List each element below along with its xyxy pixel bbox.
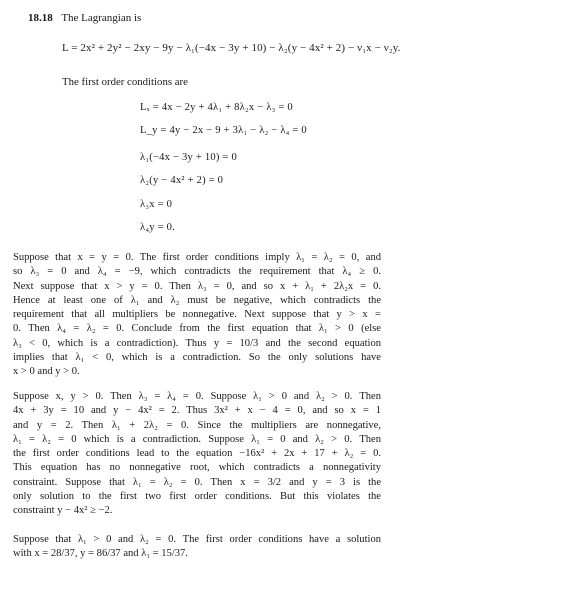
paragraph-line: so λ₃ = 0 and λ₄ = −9, which contradicts the requirement that λ₄ ≥ 0. [13, 266, 381, 278]
paragraph-line: requirement that all multipliers be nonnegative. Next suppose that y > x = [13, 309, 381, 321]
paragraph-case-interior [13, 390, 381, 519]
paragraph-line: Suppose that λ₁ > 0 and λ₂ = 0. The first order conditions have a solution [13, 534, 381, 545]
equation-complementary-slackness-1: λ₁(−4x − 3y + 10) = 0 [140, 152, 237, 163]
equation-ly: L_y = 4y − 2x − 9 + 3λ₁ − λ₂ − λ₄ = 0 [140, 125, 307, 136]
paragraph-line: λ₁ = λ₂ = 0 which is a contradiction. Suppose λ₁ = 0 and λ₂ > 0. Then [13, 433, 381, 445]
paragraph-line: Suppose that x = y = 0. The first order conditions imply λ₁ = λ₂ = 0, and [13, 252, 381, 263]
paragraph-line: λ₃ < 0, which is a contradiction). Thus y = 10/3 and the second equation [13, 337, 381, 349]
paragraph-line: Next suppose that x > y = 0. Then λ₃ = 0, and so x + λ₁ + 2λ₂x = 0. [13, 280, 381, 292]
paragraph-line: constraint y − 4x² ≥ −2. [13, 505, 113, 517]
lagrangian-equation: L = 2x² + 2y² − 2xy − 9y − λ₁(−4x − 3y + 10) − λ₂(y − 4x² + 2) − ν₁x − ν₂y. [62, 42, 401, 54]
paragraph-line: implies that λ₁ < 0, which is a contradiction. So the only solutions have [13, 352, 381, 364]
paragraph-line: with x = 28/37, y = 86/37 and λ₁ = 15/37. [13, 548, 188, 560]
paragraph-line: the first order conditions lead to the equation −16x² + 2x + 17 + λ₂ = 0. [13, 448, 381, 460]
equation-lambda3-x: λ₃x = 0 [140, 199, 173, 210]
paragraph-line: 4x + 3y = 10 and y − 4x² = 2. Thus 3x² + x − 4 = 0, and so x = 1 [13, 405, 381, 417]
paragraph-line: constraint. Suppose that λ₁ = λ₂ = 0. Then x = 3/2 and y = 3 is the [13, 476, 381, 488]
paragraph-line: Suppose x, y > 0. Then λ₃ = λ₄ = 0. Suppose λ₁ > 0 and λ₂ > 0. Then [13, 391, 381, 402]
problem-heading [28, 11, 141, 25]
paragraph-line: Hence at least one of λ₁ and λ₂ must be negative, which contradicts the [13, 294, 381, 306]
equation-complementary-slackness-2: λ₂(y − 4x² + 2) = 0 [140, 175, 224, 186]
paragraph-line: only solution to the first two first order conditions. But this violates the [13, 491, 381, 503]
equation-lx: Lₓ = 4x − 2y + 4λ₁ + 8λ₂x − λ₃ = 0 [140, 102, 293, 113]
paragraph-line: This equation has no nonnegative root, which contradicts a nonnegativity [13, 462, 381, 474]
paragraph-line: and y = 2. Then λ₁ + 2λ₂ = 0. Since the multipliers are nonnegative, [13, 419, 381, 431]
first-order-conditions-intro: The first order conditions are [62, 76, 188, 88]
problem-number: 18.18 [28, 12, 53, 24]
paragraph-case-boundary [13, 251, 381, 380]
paragraph-solution [13, 533, 381, 562]
equation-lambda4-y: λ₄y = 0. [140, 222, 175, 233]
problem-intro: The Lagrangian is [61, 12, 142, 24]
paragraph-line: 0. Then λ₄ = λ₂ = 0. Conclude from the first equation that λ₁ > 0 (else [13, 323, 381, 335]
paragraph-line: x > 0 and y > 0. [13, 366, 80, 378]
